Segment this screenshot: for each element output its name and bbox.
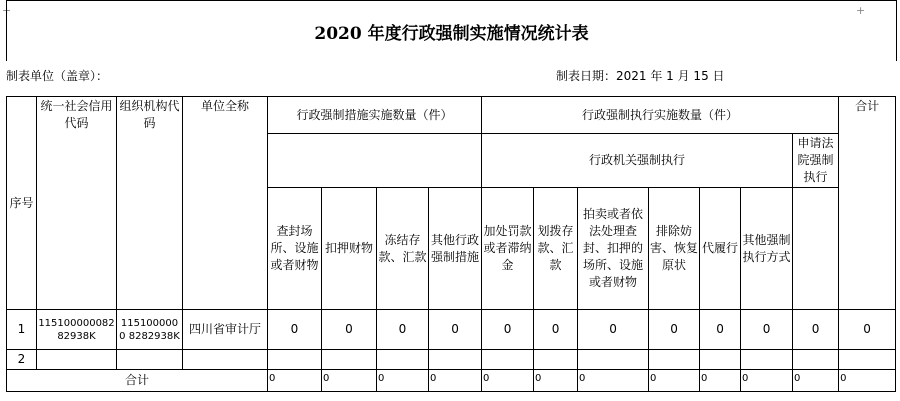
sum-row bbox=[7, 370, 896, 392]
row-value: 0 bbox=[429, 310, 482, 350]
row-org-code bbox=[117, 350, 183, 370]
sum-value: 0 bbox=[741, 370, 793, 392]
header-col-fine: 加处罚款或者滞纳金 bbox=[482, 188, 534, 310]
header-org-code: 组织机构代码 bbox=[117, 97, 183, 310]
sum-value: 0 bbox=[700, 370, 741, 392]
row-value bbox=[482, 350, 534, 370]
header-col-seal: 查封场所、设施或者财物 bbox=[268, 188, 322, 310]
date-label: 制表日期：2021 年 1 月 15 日 bbox=[556, 69, 725, 83]
sum-value: 0 bbox=[268, 370, 322, 392]
row-total: 0 bbox=[839, 310, 896, 350]
row-value: 0 bbox=[268, 310, 322, 350]
sum-total: 0 bbox=[839, 370, 896, 392]
header-measures-group: 行政强制措施实施数量（件） bbox=[268, 97, 482, 134]
row-value bbox=[534, 350, 578, 370]
header-measures-blank bbox=[268, 134, 482, 188]
row-value: 0 bbox=[700, 310, 741, 350]
table-row bbox=[7, 350, 896, 370]
row-value bbox=[268, 350, 322, 370]
row-value: 0 bbox=[322, 310, 377, 350]
header-col-transfer: 划拨存款、汇款 bbox=[534, 188, 578, 310]
sum-value: 0 bbox=[793, 370, 839, 392]
row-total bbox=[839, 350, 896, 370]
header-row-1 bbox=[7, 97, 896, 134]
sum-value: 0 bbox=[429, 370, 482, 392]
header-execution-group: 行政强制执行实施数量（件） bbox=[482, 97, 839, 134]
row-value bbox=[578, 350, 649, 370]
row-value bbox=[649, 350, 700, 370]
header-col-seize: 扣押财物 bbox=[322, 188, 377, 310]
row-value bbox=[377, 350, 429, 370]
row-seq: 2 bbox=[7, 350, 37, 370]
header-col-other-measures: 其他行政强制措施 bbox=[429, 188, 482, 310]
sum-label: 合计 bbox=[7, 370, 268, 392]
row-org-code: 1151000000 8282938K bbox=[117, 310, 183, 350]
row-value bbox=[741, 350, 793, 370]
sum-value: 0 bbox=[377, 370, 429, 392]
row-value bbox=[429, 350, 482, 370]
sum-value: 0 bbox=[322, 370, 377, 392]
header-court-apply: 申请法院强制执行 bbox=[793, 134, 839, 188]
header-col-remove: 排除妨害、恢复原状 bbox=[649, 188, 700, 310]
sum-value: 0 bbox=[482, 370, 534, 392]
header-col-freeze: 冻结存款、汇款 bbox=[377, 188, 429, 310]
row-credit-code: 115100000082 82938K bbox=[37, 310, 117, 350]
row-credit-code bbox=[37, 350, 117, 370]
row-value: 0 bbox=[649, 310, 700, 350]
unit-label: 制表单位（盖章）： bbox=[6, 69, 109, 83]
header-credit-code: 统一社会信用代码 bbox=[37, 97, 117, 310]
corner-mark: + bbox=[856, 4, 866, 17]
row-value: 0 bbox=[793, 310, 839, 350]
sum-value: 0 bbox=[649, 370, 700, 392]
header-seq: 序号 bbox=[7, 97, 37, 310]
header-agency-exec: 行政机关强制执行 bbox=[482, 134, 793, 188]
row-value: 0 bbox=[534, 310, 578, 350]
sheet-title: 2020 年度行政强制实施情况统计表 bbox=[6, 0, 897, 61]
header-col-auction: 拍卖或者依法处理查封、扣押的场所、设施或者财物 bbox=[578, 188, 649, 310]
header-col-other-exec: 其他强制执行方式 bbox=[741, 188, 793, 310]
row-unit-name bbox=[183, 350, 268, 370]
row-seq: 1 bbox=[7, 310, 37, 350]
row-value bbox=[700, 350, 741, 370]
row-value bbox=[322, 350, 377, 370]
row-value bbox=[793, 350, 839, 370]
row-value: 0 bbox=[741, 310, 793, 350]
header-col-court-blank bbox=[793, 188, 839, 310]
sum-value: 0 bbox=[578, 370, 649, 392]
row-value: 0 bbox=[578, 310, 649, 350]
table-row bbox=[7, 310, 896, 350]
header-total: 合计 bbox=[839, 97, 896, 310]
statistics-table bbox=[6, 96, 896, 392]
header-unit-name: 单位全称 bbox=[183, 97, 268, 310]
row-value: 0 bbox=[377, 310, 429, 350]
sum-value: 0 bbox=[534, 370, 578, 392]
header-col-substitute: 代履行 bbox=[700, 188, 741, 310]
corner-mark: + bbox=[2, 4, 12, 17]
row-value: 0 bbox=[482, 310, 534, 350]
row-unit-name: 四川省审计厅 bbox=[183, 310, 268, 350]
